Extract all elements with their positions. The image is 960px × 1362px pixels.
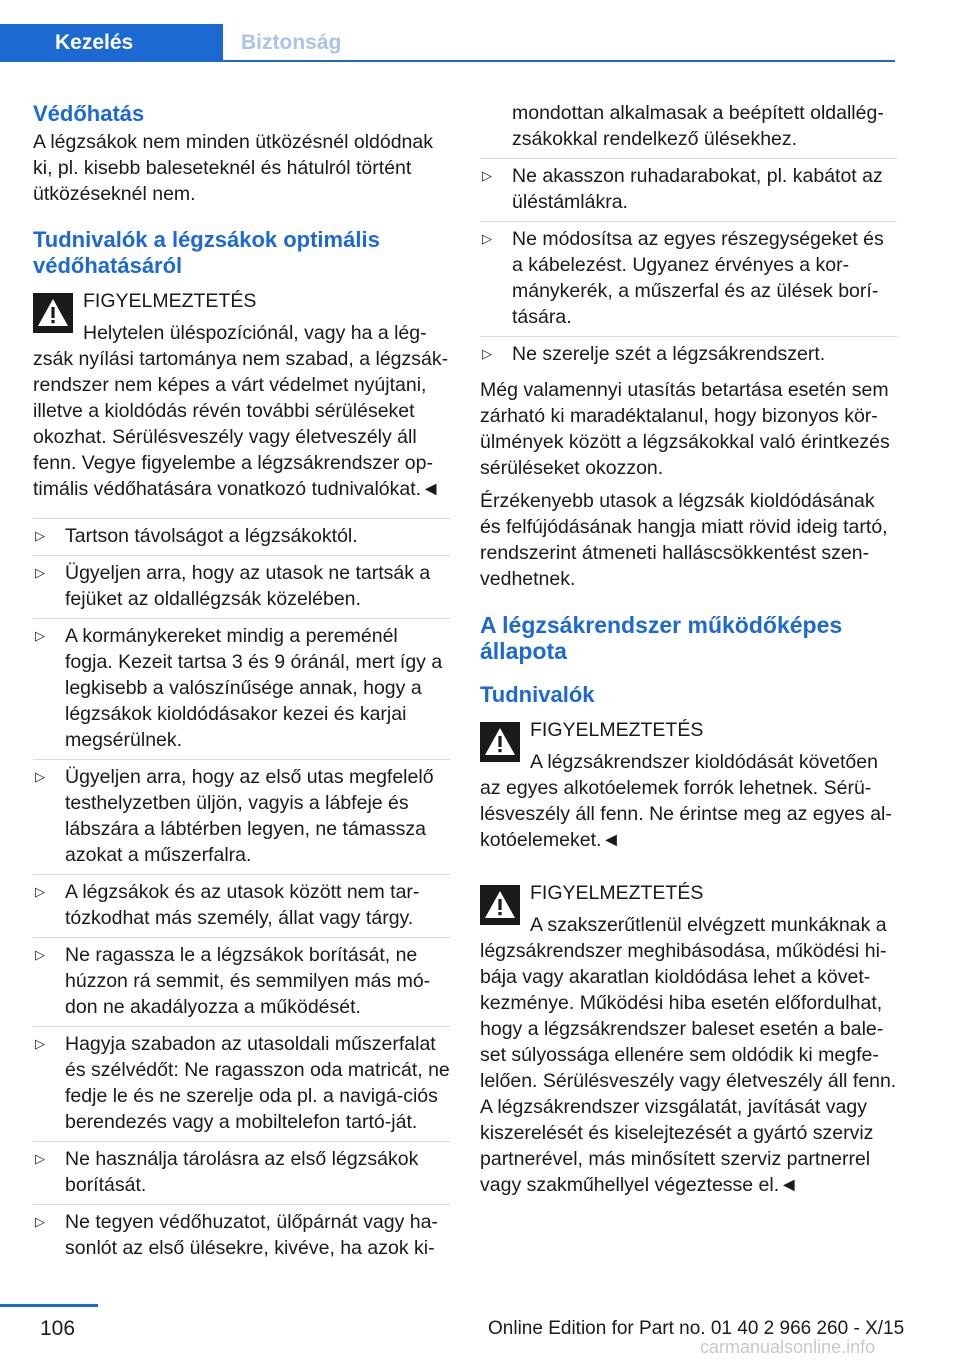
list-item: ▷ Ne módosítsa az egyes részegységeket és a kábelezést. Ugyanez érvényes a kor-mánykerék, a műszerfal és az ülések borí-tására. <box>480 222 897 337</box>
tab-underline <box>0 60 895 62</box>
tab-kezeles[interactable]: Kezelés <box>0 24 223 62</box>
section-heading-mukodokepes-allapot: A légzsákrendszer működőképes állapota <box>480 612 843 664</box>
triangle-bullet-icon: ▷ <box>35 947 45 962</box>
triangle-bullet-icon: ▷ <box>35 1036 45 1051</box>
section-heading-vedohatas: Védőhatás <box>33 101 145 126</box>
warning-text: A szakszerűtlenül elvégzett munkáknak a légzsákrendszer meghibásodása, működési hi-bája vagy akaratlan kioldódása lehet a követ-kezménye. Működési hiba esetén előfordulhat, hogy a légzsákrendszer baleset esetén a bale-set súlyossága ellenére sem oldódik ki megfe-lelően. Sérülésveszély vagy életveszély áll fenn. A légzsákrendszer vizsgálatát, javítását vagy kiszerelését és kiselejtezését a gyártó szerviz partnerével, más minősített szerviz partnerrel vagy szakműhellyel végeztesse el.◄ <box>480 914 897 1196</box>
right-column <box>480 100 897 1214</box>
warning-triangle-icon <box>33 293 73 333</box>
warning-text: A légzsákrendszer kioldódását követően az egyes alkotóelemek forrók lehetnek. Sérü-lésveszély áll fenn. Ne érintse meg az egyes al-kotóelemeket.◄ <box>480 751 892 851</box>
list-item: ▷ Hagyja szabadon az utasoldali műszerfalat és szélvédőt: Ne ragasszon oda matricát, ne fedje le és ne szerelje oda pl. a navigá-ciós berendezés vagy a mobiltelefon tartó-ját. <box>33 1027 450 1142</box>
triangle-bullet-icon: ▷ <box>35 884 45 899</box>
footer-accent-line <box>0 1304 98 1307</box>
list-item: ▷ Ügyeljen arra, hogy az utasok ne tartsák a fejüket az oldallégzsák közelében. <box>33 556 450 619</box>
triangle-bullet-icon: ▷ <box>35 1151 45 1166</box>
list-item: ▷ Ne tegyen védőhuzatot, ülőpárnát vagy ha-sonlót az első ülésekre, kivéve, ha azok ki- <box>35 1211 438 1259</box>
list-item: ▷ A légzsákok és az utasok között nem tar-tózkodhat más személy, állat vagy tárgy. <box>33 875 450 938</box>
paragraph: A légzsákok nem minden ütközésnél oldódnak ki, pl. kisebb baleseteknél és hátulról történt ütközéseknél nem. <box>33 131 433 205</box>
warning-box <box>33 287 450 502</box>
triangle-bullet-icon: ▷ <box>35 565 45 580</box>
instruction-list <box>33 518 450 1267</box>
triangle-bullet-icon: ▷ <box>35 1214 45 1229</box>
list-item: ▷ Ne használja tárolásra az első légzsákok borítását. <box>33 1142 450 1205</box>
warning-triangle-icon <box>480 885 520 925</box>
list-item: ▷ Ügyeljen arra, hogy az első utas megfelelő testhelyzetben üljön, vagyis a lábfeje és lábszára a lábtérben legyen, ne támassza azokat a műszerfalra. <box>33 760 450 875</box>
instruction-list-continued <box>480 100 897 373</box>
tab-biztonsag[interactable]: Biztonság <box>241 31 342 54</box>
paragraph: Érzékenyebb utasok a légzsák kioldódásának és felfújódásának hangja miatt rövid ideig tartó, rendszerint átmeneti halláscsökkentést szen-vedhetnek. <box>480 490 888 590</box>
watermark: carmanualsonline.info <box>700 1337 876 1357</box>
left-column <box>33 100 450 1267</box>
edition-note: Online Edition for Part no. 01 40 2 966 260 - X/15 <box>488 1318 905 1339</box>
paragraph: Még valamennyi utasítás betartása esetén sem zárható ki maradéktalanul, hogy bizonyos kör-ülmények között a légzsákokkal való érintkezés sérüléseket okozzon. <box>480 379 890 479</box>
warning-box <box>480 879 897 1198</box>
warning-title: FIGYELMEZTETÉS <box>83 290 257 312</box>
section-heading-tudnivalok-optimalis: Tudnivalók a légzsákok optimális védőhatásáról <box>33 227 380 278</box>
list-item: ▷ Tartson távolságot a légzsákoktól. <box>33 519 450 556</box>
list-item: ▷ Ne szerelje szét a légzsákrendszert. <box>482 343 826 365</box>
chapter-tabs <box>0 24 895 62</box>
list-item-continued: mondottan alkalmasak a beépített oldallég-zsákokkal rendelkező ülésekhez. <box>480 100 897 159</box>
page-number: 106 <box>40 1317 76 1340</box>
triangle-bullet-icon: ▷ <box>35 528 45 543</box>
triangle-bullet-icon: ▷ <box>482 231 492 246</box>
triangle-bullet-icon: ▷ <box>482 346 492 361</box>
warning-title: FIGYELMEZTETÉS <box>530 719 704 741</box>
triangle-bullet-icon: ▷ <box>482 168 492 183</box>
list-item: ▷ Ne ragassza le a légzsákok borítását, ne húzzon rá semmit, és semmilyen más mó-don ne akadályozza a működését. <box>33 938 450 1027</box>
warning-title: FIGYELMEZTETÉS <box>530 882 704 904</box>
triangle-bullet-icon: ▷ <box>35 628 45 643</box>
list-item: ▷ Ne akasszon ruhadarabokat, pl. kabátot az üléstámlákra. <box>480 159 897 222</box>
list-item: ▷ A kormánykereket mindig a pereménél fogja. Kezeit tartsa 3 és 9 óránál, mert így a legkisebb a valószínűsége annak, hogy a légzsákok kioldódásakor kezei és karjai megsérülnek. <box>33 619 450 760</box>
warning-text: Helytelen üléspozíciónál, vagy ha a lég-zsák nyílási tartománya nem szabad, a légzsák-rendszer nem képes a várt védelmet nyújtani, illetve a kioldódás révén további sérüléseket okozhat. Sérülésveszély vagy életveszély áll fenn. Vegye figyelembe a légzsákrendszer op-timális védőhatására vonatkozó tudnivalókat.◄ <box>33 322 449 500</box>
section-heading-tudnivalok: Tudnivalók <box>480 682 595 707</box>
warning-triangle-icon <box>480 722 520 762</box>
triangle-bullet-icon: ▷ <box>35 769 45 784</box>
warning-box <box>480 716 897 853</box>
